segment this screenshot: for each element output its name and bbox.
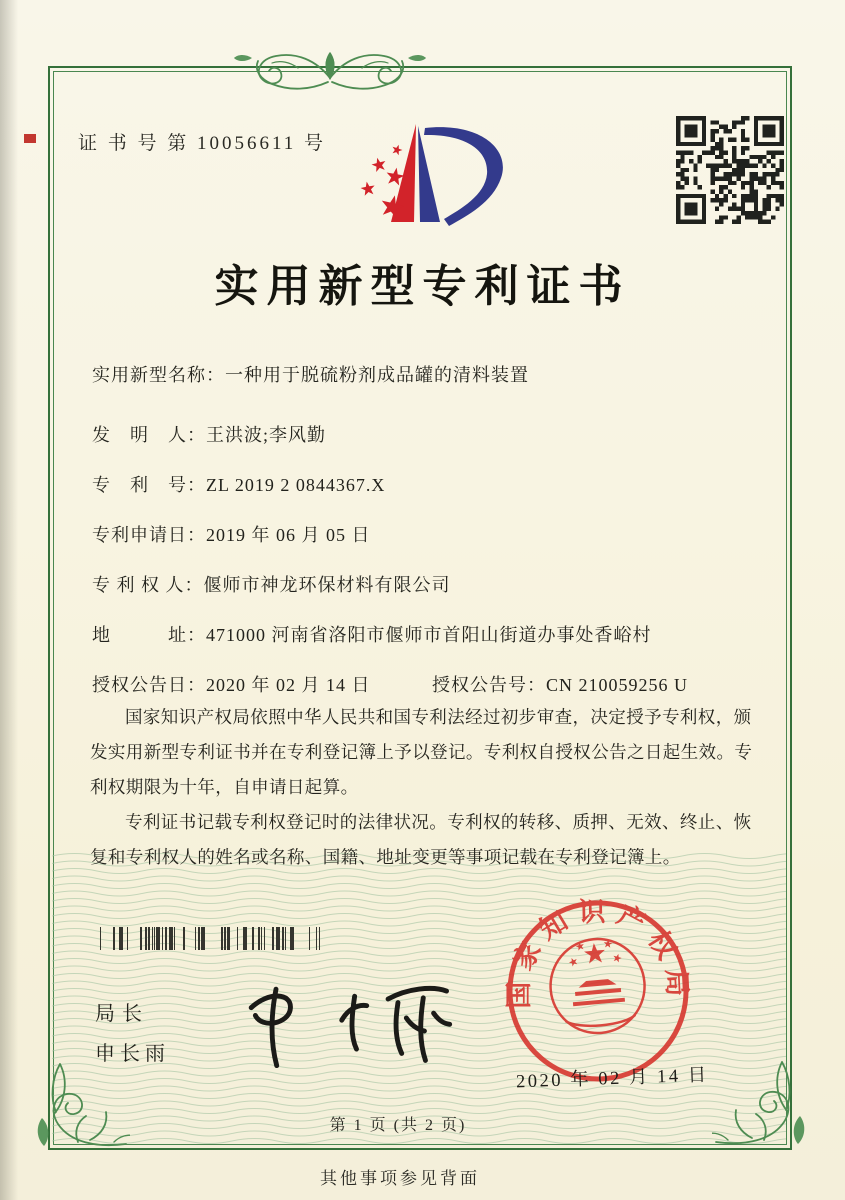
field-value: CN 210059256 U [546,675,689,695]
field-label: 实用新型名称： [92,365,225,385]
field-value: 偃师市神龙环保材料有限公司 [203,575,451,595]
field-label: 专利申请日： [92,525,206,545]
field-label: 专 利 权 人： [92,575,204,595]
field-label: 地 址： [92,625,206,645]
bottom-left-ornament [30,1058,130,1150]
certificate-title: 实用新型专利证书 [214,262,631,311]
seal-date: 2020 年 02 月 14 日 [515,1065,710,1093]
legal-text [90,700,766,875]
scan-edge-shadow [0,0,26,1200]
field-invention-name [92,361,529,387]
field-value: 王洪波;李风勤 [206,425,327,445]
barcode [100,927,328,950]
legal-paragraph-1: 国家知识产权局依照中华人民共和国专利法经过初步审查，决定授予专利权，颁发实用新型专利证书并在专利登记簿上予以登记。专利权自授权公告之日起生效。专利权期限为十年，自申请日起算。 [90,707,753,797]
field-label: 专 利 号： [92,475,206,495]
back-side-note: 其他事项参见背面 [320,1169,480,1188]
field-value: 471000 河南省洛阳市偃师市首阳山街道办事处香峪村 [206,625,652,645]
commissioner-name: 申长雨 [95,1043,170,1065]
commissioner-title: 局长 [95,1003,149,1025]
field-label: 授权公告号： [432,675,546,695]
red-registration-mark [24,134,36,143]
field-value: ZL 2019 2 0844367.X [206,475,386,495]
field-value: 一种用于脱硫粉剂成品罐的清料装置 [225,365,529,385]
certificate-number: 证 书 号 第 10056611 号 [78,133,327,154]
qr-code [676,116,784,224]
field-inventor [92,421,326,447]
national-emblem [547,935,649,1037]
field-address [92,621,652,647]
field-value: 2020 年 02 月 14 日 [206,675,371,695]
field-patentee [92,571,451,597]
page-number: 第 1 页 (共 2 页) [329,1117,467,1134]
field-label: 发 明 人： [92,425,206,445]
field-grant-number [432,671,688,697]
legal-paragraph-2: 专利证书记载专利权登记时的法律状况。专利权的转移、质押、无效、终止、恢复和专利权人的姓名或名称、国籍、地址变更等事项记载在专利登记簿上。 [90,812,752,867]
commissioner-signature-handwriting [230,956,469,1079]
field-application-date [92,521,371,547]
field-grant-date [92,671,371,697]
cnipa-logo-icon [335,116,520,238]
seal-ring-text: 国家知识产权局 [503,896,693,1009]
field-value: 2019 年 06 月 05 日 [206,525,371,545]
field-label: 授权公告日： [92,675,206,695]
field-patent-number [92,471,385,497]
top-border-ornament [212,44,448,96]
